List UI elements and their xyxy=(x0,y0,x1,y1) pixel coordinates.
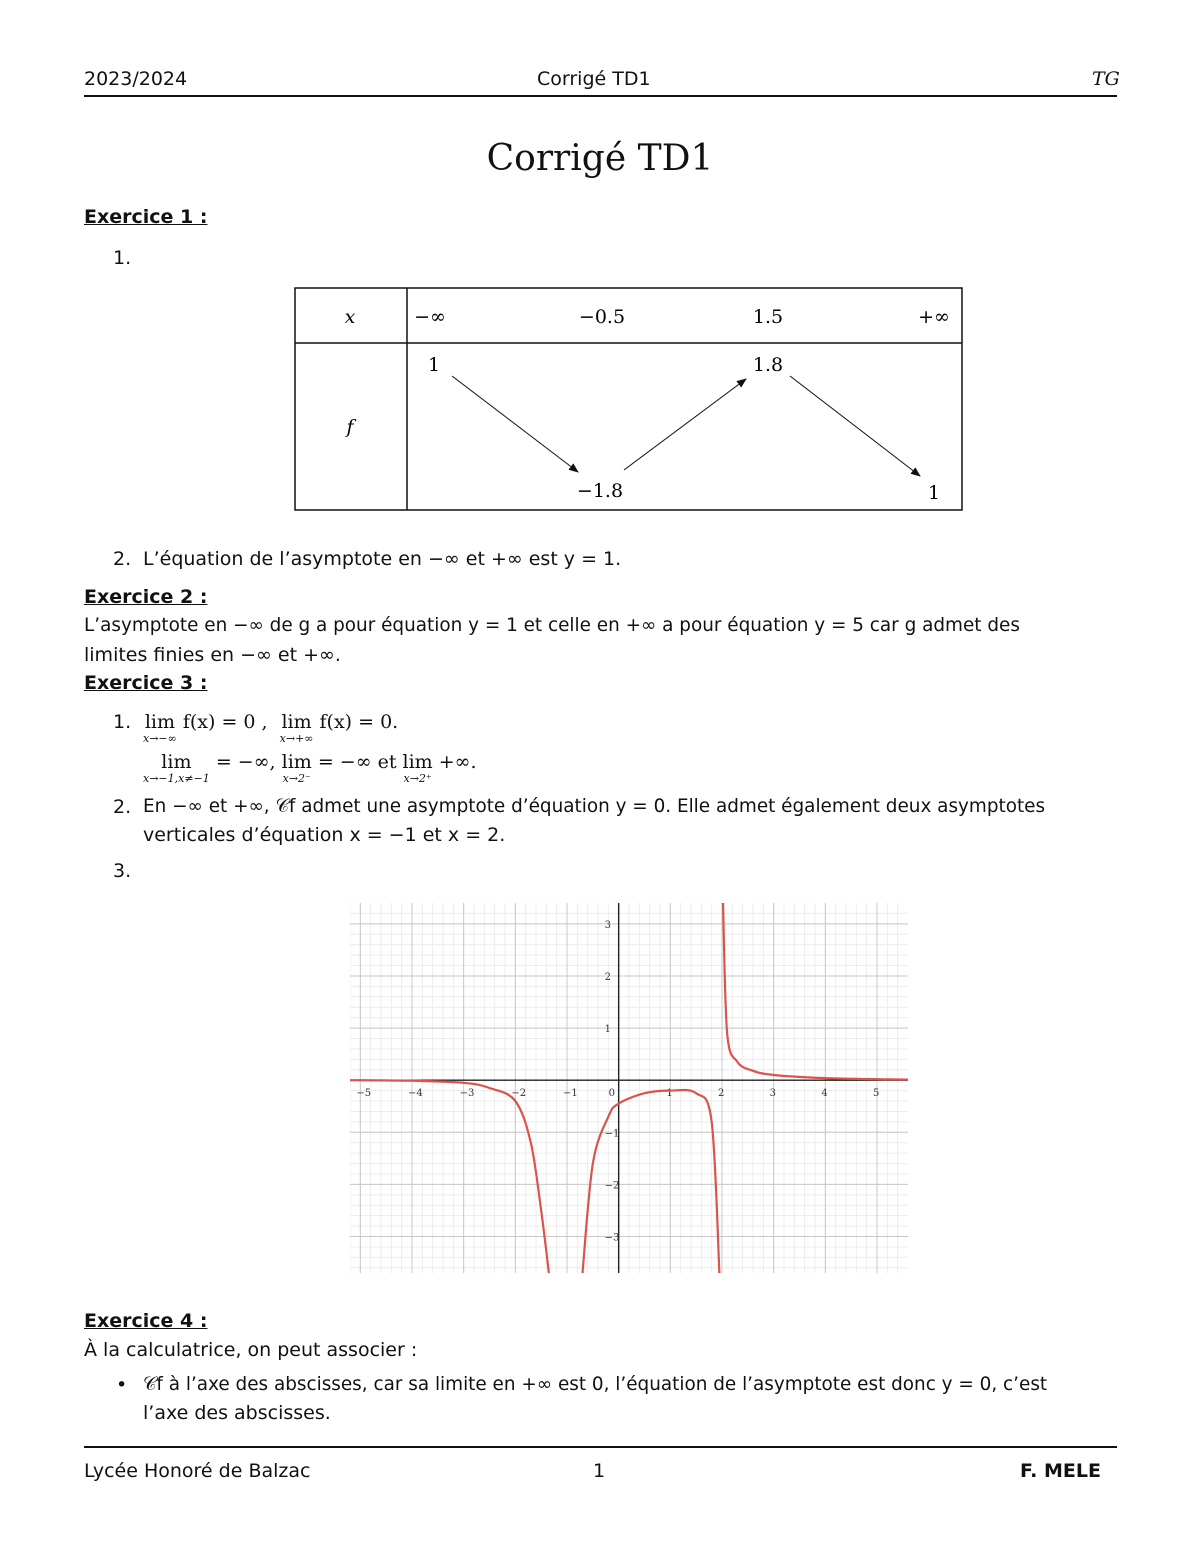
exercise-2-line-1: L’asymptote en −∞ de g a pour équation y = 1 et celle en +∞ a pour équation y = 5 car g admet des xyxy=(84,615,1020,636)
limit-2-expression: f(x) = 0. xyxy=(319,711,399,733)
table-row-x-label: x xyxy=(344,306,356,328)
footer-left: Lycée Honoré de Balzac xyxy=(84,1460,311,1482)
exercise-2-heading: Exercice 2 : xyxy=(84,586,208,608)
x-tick-label: −5 xyxy=(356,1088,372,1100)
footer-page-number: 1 xyxy=(593,1460,606,1482)
header-left: 2023/2024 xyxy=(84,68,188,90)
exercise-1-item-1-number: 1. xyxy=(113,247,132,269)
exercise-4-intro: À la calculatrice, on peut associer : xyxy=(84,1339,418,1361)
table-row-f-label: f xyxy=(346,416,354,438)
exercise-1-item-2-number: 2. xyxy=(113,548,132,570)
y-tick-label: −3 xyxy=(604,1232,620,1244)
increase-arrow xyxy=(624,379,746,470)
exercise-3-item-2-number: 2. xyxy=(113,796,132,818)
curve-branch-2 xyxy=(583,1090,720,1273)
limit-at-two-left: lim x→2⁻ xyxy=(281,751,312,785)
limits-line-2 xyxy=(143,751,477,785)
table-x-value: +∞ xyxy=(918,306,950,328)
table-x-value: −0.5 xyxy=(578,306,626,328)
y-tick-label: 2 xyxy=(604,971,612,983)
exercise-1-item-2-text: L’équation de l’asymptote en −∞ et +∞ est y = 1. xyxy=(143,548,622,570)
y-tick-label: 1 xyxy=(604,1024,612,1036)
limit-at-minus-one: lim x→−1,x≠−1 xyxy=(143,751,210,785)
y-tick-label: 3 xyxy=(604,919,612,931)
header-rule xyxy=(84,95,1117,97)
limit-3-expression: = −∞, xyxy=(215,751,276,773)
x-tick-label: −3 xyxy=(459,1088,475,1100)
exercise-3-item-2-line-2: verticales d’équation x = −1 et x = 2. xyxy=(143,824,506,846)
table-x-value: 1.5 xyxy=(752,306,784,328)
limit-at-two-right: lim x→2⁺ xyxy=(402,751,433,785)
header-center: Corrigé TD1 xyxy=(537,68,651,90)
table-f-value: 1 xyxy=(927,482,941,504)
table-x-value: −∞ xyxy=(414,306,446,328)
x-tick-label: −2 xyxy=(511,1088,527,1100)
exercise-3-item-3-number: 3. xyxy=(113,860,132,882)
decrease-arrow xyxy=(790,376,920,476)
limits-line-1 xyxy=(143,711,398,745)
table-f-value: 1 xyxy=(427,354,441,376)
x-tick-label: 5 xyxy=(873,1088,880,1100)
limit-minus-infinity: lim x→−∞ xyxy=(143,711,177,745)
variation-table xyxy=(294,287,964,512)
limit-1-expression: f(x) = 0 , xyxy=(182,711,268,733)
footer-rule xyxy=(84,1446,1117,1448)
exercise-3-item-2-line-1: En −∞ et +∞, 𝒞f admet une asymptote d’équation y = 0. Elle admet également deux asymptotes xyxy=(143,796,1046,817)
decrease-arrow xyxy=(452,376,578,472)
y-tick-label: −2 xyxy=(604,1180,620,1192)
x-tick-label: 1 xyxy=(666,1088,673,1100)
x-tick-label: 2 xyxy=(718,1088,725,1100)
curve-branch-1 xyxy=(350,1080,549,1273)
x-tick-label: 3 xyxy=(769,1088,777,1100)
curve-branch-3 xyxy=(723,903,908,1080)
limit-4-expression: = −∞ et xyxy=(317,751,397,773)
x-tick-label: −1 xyxy=(563,1088,578,1100)
exercise-4-bullet-line-1: 𝒞f à l’axe des abscisses, car sa limite en +∞ est 0, l’équation de l’asymptote est donc y = 0, c’est xyxy=(143,1374,1048,1395)
header-right: TG xyxy=(1092,68,1120,90)
exercise-3-item-1-number: 1. xyxy=(113,711,132,733)
function-graph xyxy=(350,903,908,1273)
table-f-value: 1.8 xyxy=(752,354,784,376)
bullet-icon: • xyxy=(116,1374,128,1396)
exercise-1-heading: Exercice 1 : xyxy=(84,206,208,228)
exercise-3-heading: Exercice 3 : xyxy=(84,672,208,694)
y-tick-label: −1 xyxy=(604,1128,620,1140)
exercise-4-bullet-line-2: l’axe des abscisses. xyxy=(143,1402,331,1424)
x-tick-label: 0 xyxy=(608,1088,616,1100)
footer-right: F. MELE xyxy=(1020,1460,1101,1482)
x-tick-label: −4 xyxy=(408,1088,423,1100)
x-tick-label: 4 xyxy=(821,1088,828,1100)
limit-5-expression: +∞. xyxy=(438,751,477,773)
page-title: Corrigé TD1 xyxy=(486,138,714,179)
table-f-value: −1.8 xyxy=(576,480,624,502)
exercise-4-heading: Exercice 4 : xyxy=(84,1310,208,1332)
exercise-2-line-2: limites finies en −∞ et +∞. xyxy=(84,644,341,666)
limit-plus-infinity: lim x→+∞ xyxy=(279,711,314,745)
